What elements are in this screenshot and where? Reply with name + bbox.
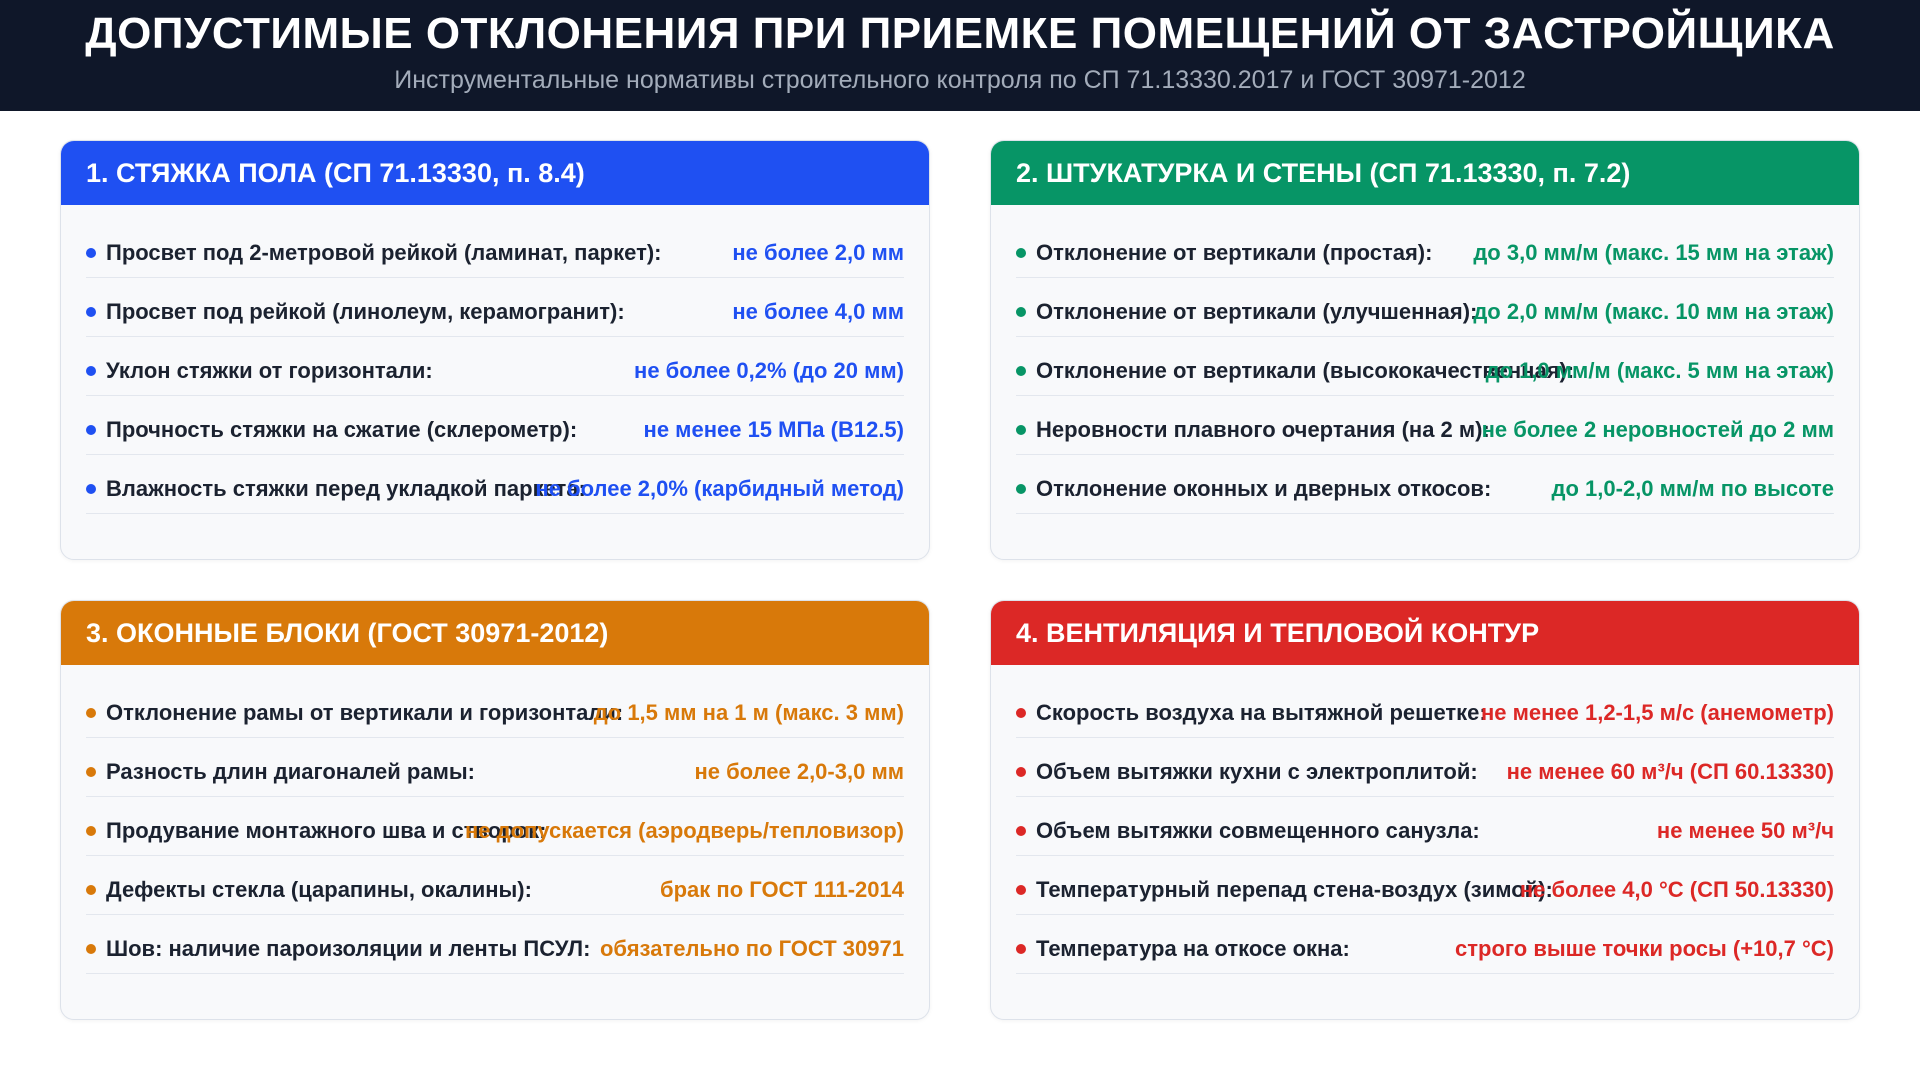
page-header bbox=[0, 0, 1920, 111]
item-label: Разность длин диагоналей рамы: bbox=[106, 759, 475, 784]
item-value: строго выше точки росы (+10,7 °С) bbox=[1455, 936, 1834, 961]
item-label: Неровности плавного очертания (на 2 м): bbox=[1036, 417, 1490, 442]
bullet-icon bbox=[1016, 767, 1026, 777]
card-title: 4. ВЕНТИЛЯЦИЯ И ТЕПЛОВОЙ КОНТУР bbox=[991, 601, 1859, 665]
item-value: до 2,0 мм/м (макс. 10 мм на этаж) bbox=[1473, 299, 1834, 324]
bullet-icon bbox=[1016, 248, 1026, 258]
item-value: не более 4,0 мм bbox=[732, 299, 904, 324]
item-label: Просвет под 2-метровой рейкой (ламинат, паркет): bbox=[106, 240, 662, 265]
list-item bbox=[86, 738, 904, 797]
list-item bbox=[1016, 915, 1834, 974]
card-ventilation-thermal bbox=[990, 600, 1860, 1020]
item-label: Прочность стяжки на сжатие (склерометр): bbox=[106, 417, 578, 442]
item-value: до 3,0 мм/м (макс. 15 мм на этаж) bbox=[1473, 240, 1834, 265]
item-label: Отклонение рамы от вертикали и горизонтали: bbox=[106, 700, 624, 725]
item-label: Продувание монтажного шва и створок: bbox=[106, 818, 547, 843]
list-item bbox=[1016, 455, 1834, 514]
bullet-icon bbox=[86, 767, 96, 777]
page-title: ДОПУСТИМЫЕ ОТКЛОНЕНИЯ ПРИ ПРИЕМКЕ ПОМЕЩЕНИЙ ОТ ЗАСТРОЙЩИКА bbox=[85, 9, 1835, 58]
card-title: 3. ОКОННЫЕ БЛОКИ (ГОСТ 30971-2012) bbox=[61, 601, 929, 665]
list-item bbox=[1016, 856, 1834, 915]
item-label: Отклонение от вертикали (простая): bbox=[1036, 240, 1433, 265]
bullet-icon bbox=[1016, 425, 1026, 435]
item-value: до 1,0 мм/м (макс. 5 мм на этаж) bbox=[1485, 358, 1834, 383]
card-title: 2. ШТУКАТУРКА И СТЕНЫ (СП 71.13330, п. 7.2) bbox=[991, 141, 1859, 205]
list-item bbox=[86, 278, 904, 337]
list-item bbox=[1016, 738, 1834, 797]
item-label: Уклон стяжки от горизонтали: bbox=[106, 358, 433, 383]
list-item bbox=[1016, 396, 1834, 455]
item-label: Отклонение от вертикали (улучшенная): bbox=[1036, 299, 1478, 324]
item-label: Отклонение от вертикали (высококачественная): bbox=[1036, 358, 1575, 383]
card-floor-screed bbox=[60, 140, 930, 560]
list-item bbox=[86, 337, 904, 396]
list-item bbox=[86, 455, 904, 514]
bullet-icon bbox=[86, 366, 96, 376]
list-item bbox=[1016, 679, 1834, 738]
item-value: обязательно по ГОСТ 30971 bbox=[599, 936, 904, 961]
list-item bbox=[1016, 797, 1834, 856]
item-value: до 1,0-2,0 мм/м по высоте bbox=[1551, 476, 1834, 501]
item-value: не более 4,0 °С (СП 50.13330) bbox=[1519, 877, 1834, 902]
card-window-units bbox=[60, 600, 930, 1020]
item-label: Шов: наличие пароизоляции и ленты ПСУЛ: bbox=[106, 936, 591, 961]
card-title: 1. СТЯЖКА ПОЛА (СП 71.13330, п. 8.4) bbox=[61, 141, 929, 205]
bullet-icon bbox=[1016, 708, 1026, 718]
bullet-icon bbox=[1016, 944, 1026, 954]
item-label: Температурный перепад стена-воздух (зимой): bbox=[1036, 877, 1553, 902]
list-item bbox=[86, 679, 904, 738]
list-item bbox=[86, 856, 904, 915]
item-value: не менее 15 МПа (В12.5) bbox=[643, 417, 904, 442]
bullet-icon bbox=[86, 944, 96, 954]
item-value: не менее 60 м³/ч (СП 60.13330) bbox=[1506, 759, 1834, 784]
bullet-icon bbox=[1016, 826, 1026, 836]
item-label: Просвет под рейкой (линолеум, керамогранит): bbox=[106, 299, 625, 324]
item-label: Отклонение оконных и дверных откосов: bbox=[1036, 476, 1492, 501]
item-label: Дефекты стекла (царапины, окалины): bbox=[106, 877, 532, 902]
bullet-icon bbox=[1016, 484, 1026, 494]
list-item bbox=[86, 396, 904, 455]
item-label: Влажность стяжки перед укладкой паркета: bbox=[106, 476, 586, 501]
item-value: не более 2 неровностей до 2 мм bbox=[1481, 417, 1834, 442]
list-item bbox=[86, 915, 904, 974]
bullet-icon bbox=[86, 885, 96, 895]
bullet-icon bbox=[86, 484, 96, 494]
bullet-icon bbox=[1016, 307, 1026, 317]
item-value: брак по ГОСТ 111-2014 bbox=[660, 877, 904, 902]
item-label: Скорость воздуха на вытяжной решетке: bbox=[1036, 700, 1487, 725]
item-value: не допускается (аэродверь/тепловизор) bbox=[465, 818, 904, 843]
bullet-icon bbox=[86, 826, 96, 836]
list-item bbox=[1016, 278, 1834, 337]
item-value: не менее 1,2-1,5 м/с (анемометр) bbox=[1480, 700, 1834, 725]
list-item bbox=[1016, 337, 1834, 396]
list-item bbox=[86, 797, 904, 856]
bullet-icon bbox=[86, 708, 96, 718]
page-subtitle: Инструментальные нормативы строительного контроля по СП 71.13330.2017 и ГОСТ 30971-2012 bbox=[394, 66, 1526, 94]
item-value: не более 2,0 мм bbox=[732, 240, 904, 265]
item-value: не более 2,0-3,0 мм bbox=[694, 759, 904, 784]
item-label: Объем вытяжки кухни с электроплитой: bbox=[1036, 759, 1478, 784]
card-plaster-walls bbox=[990, 140, 1860, 560]
item-label: Температура на откосе окна: bbox=[1036, 936, 1350, 961]
list-item bbox=[1016, 219, 1834, 278]
bullet-icon bbox=[86, 425, 96, 435]
item-value: не более 0,2% (до 20 мм) bbox=[634, 358, 904, 383]
bullet-icon bbox=[86, 307, 96, 317]
item-value: не менее 50 м³/ч bbox=[1656, 818, 1834, 843]
bullet-icon bbox=[86, 248, 96, 258]
list-item bbox=[86, 219, 904, 278]
bullet-icon bbox=[1016, 366, 1026, 376]
bullet-icon bbox=[1016, 885, 1026, 895]
item-value: не более 2,0% (карбидный метод) bbox=[535, 476, 904, 501]
item-label: Объем вытяжки совмещенного санузла: bbox=[1036, 818, 1480, 843]
item-value: до 1,5 мм на 1 м (макс. 3 мм) bbox=[593, 700, 904, 725]
